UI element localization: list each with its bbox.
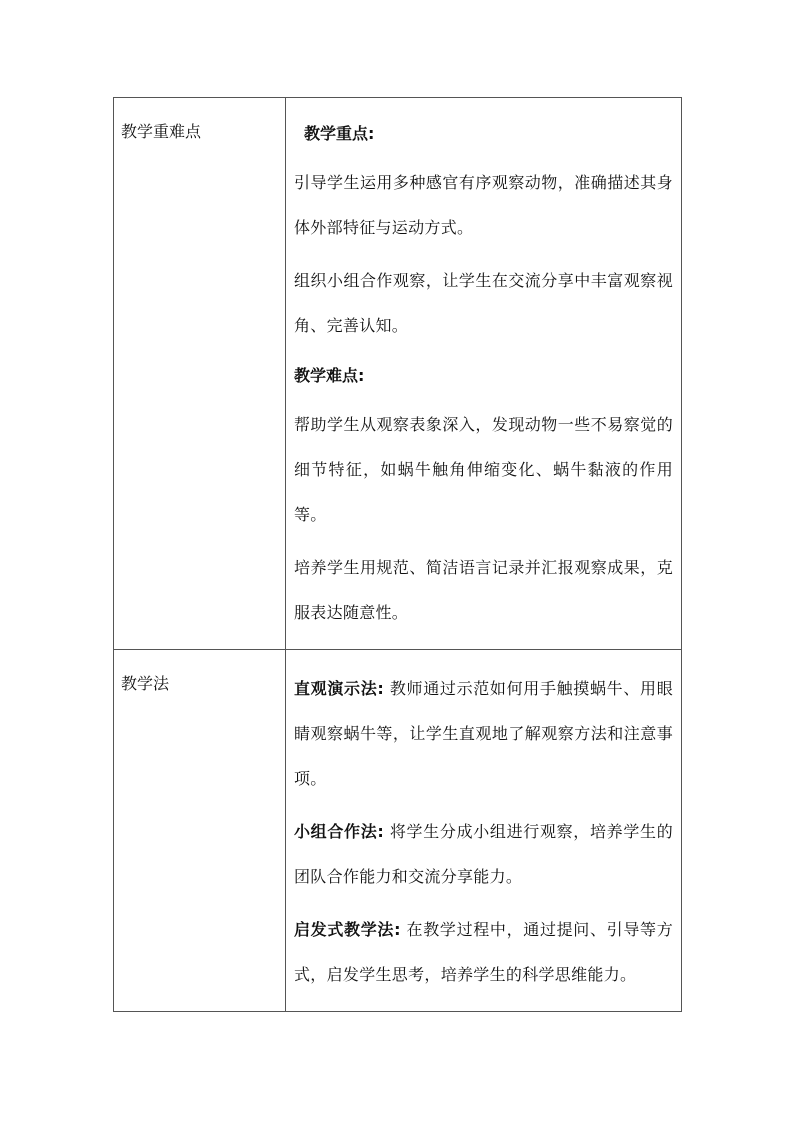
row-label-cell bbox=[114, 650, 286, 1012]
method-description: 将学生分成小组进行观察，培养学生的团队合作能力和交流分享能力。 bbox=[294, 822, 673, 886]
key-point-paragraph: 引导学生运用多种感官有序观察动物，准确描述其身体外部特征与运动方式。 bbox=[294, 173, 673, 237]
method-name: 启发式教学法: bbox=[294, 920, 401, 939]
method-description: 教师通过示范如何用手触摸蜗牛、用眼睛观察蜗牛等，让学生直观地了解观察方法和注意事项。 bbox=[294, 679, 673, 788]
method-paragraph bbox=[294, 907, 673, 997]
method-paragraph bbox=[294, 809, 673, 899]
difficult-point-paragraph: 培养学生用规范、简洁语言记录并汇报观察成果，克服表达随意性。 bbox=[294, 558, 673, 622]
key-point-paragraph: 组织小组合作观察，让学生在交流分享中丰富观察视角、完善认知。 bbox=[294, 271, 673, 335]
row-label-cell bbox=[114, 98, 286, 650]
method-name: 直观演示法: bbox=[294, 679, 385, 698]
difficult-point-paragraph: 帮助学生从观察表象深入，发现动物一些不易察觉的细节特征，如蜗牛触角伸缩变化、蜗牛黏液的作用等。 bbox=[294, 415, 673, 524]
row-content-cell bbox=[286, 98, 682, 650]
method-description: 在教学过程中，通过提问、引导等方式，启发学生思考，培养学生的科学思维能力。 bbox=[294, 920, 673, 984]
table-row-key-difficult-points bbox=[114, 98, 682, 650]
difficult-points-heading: 教学难点: bbox=[294, 366, 365, 385]
key-points-heading: 教学重点: bbox=[304, 124, 375, 143]
row-label: 教学重难点 bbox=[121, 122, 202, 141]
method-paragraph bbox=[294, 666, 673, 801]
row-content-cell bbox=[286, 650, 682, 1012]
row-label: 教学法 bbox=[121, 674, 170, 693]
lesson-plan-table bbox=[113, 97, 682, 1012]
method-name: 小组合作法: bbox=[294, 822, 385, 841]
table-row-teaching-methods bbox=[114, 650, 682, 1012]
